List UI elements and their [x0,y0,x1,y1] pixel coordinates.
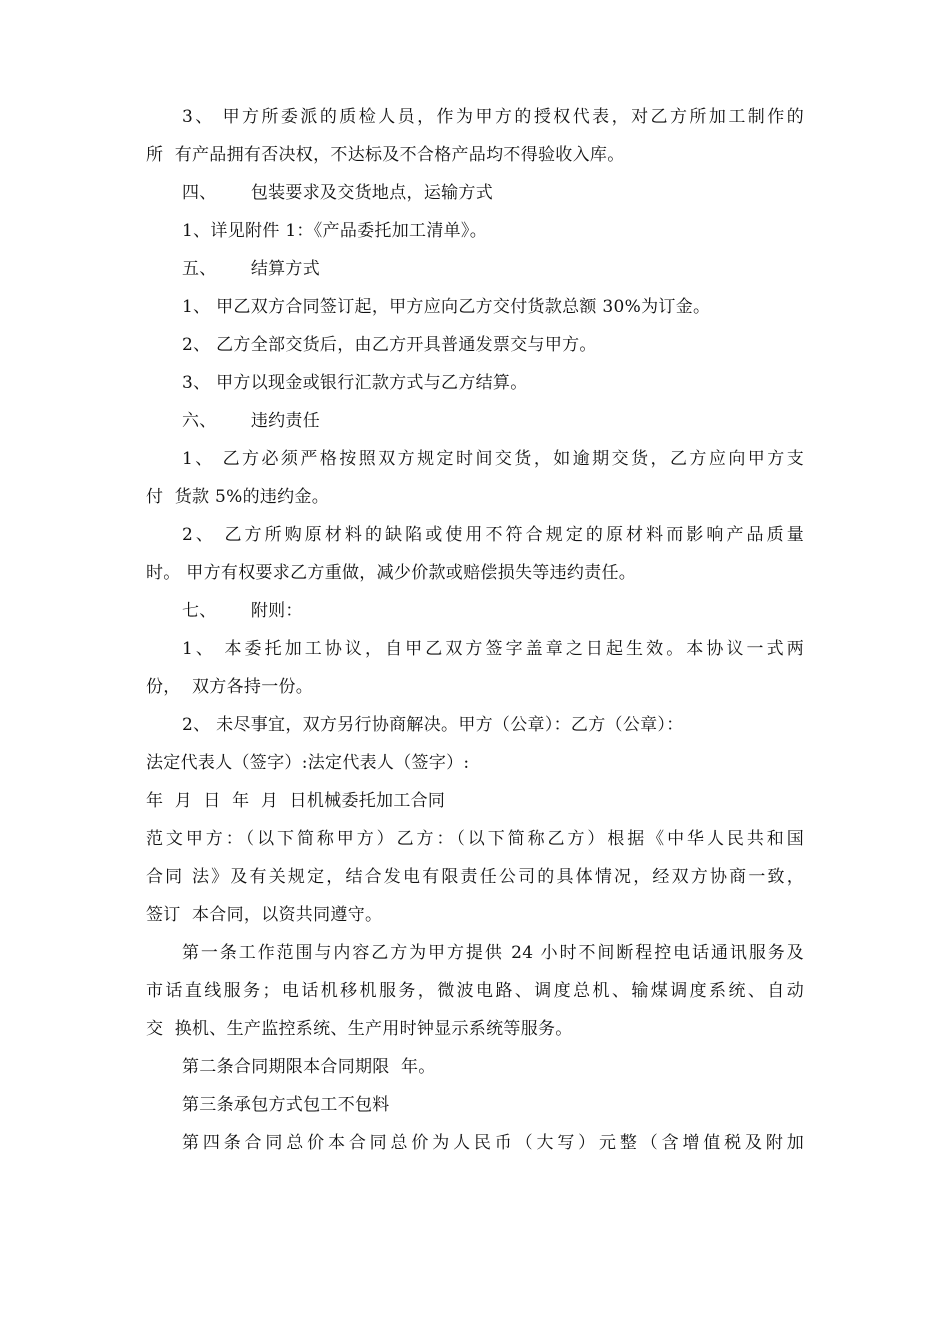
paragraph-line: 第三条承包方式包工不包料 [182,1095,390,1115]
paragraph-line: 合同 法》及有关规定，结合发电有限责任公司的具体情况，经双方协商一致， [146,867,804,887]
paragraph-line: 交 换机、生产监控系统、生产用时钟显示系统等服务。 [146,1019,573,1039]
paragraph-line: 范文甲方：（以下简称甲方）乙方：（以下简称乙方）根据《中华人民共和国 [146,829,804,849]
section-heading: 四、 包装要求及交货地点，运输方式 [182,183,494,203]
section-heading: 六、 违约责任 [182,411,321,431]
paragraph-line: 法定代表人（签字）:法定代表人（签字）: [146,753,470,773]
paragraph-line: 市话直线服务；电话机移机服务，微波电路、调度总机、输煤调度系统、自动 [146,981,804,1001]
paragraph-line: 2、 乙方所购原材料的缺陷或使用不符合规定的原材料而影响产品质量 [182,525,804,545]
section-heading: 五、 结算方式 [182,259,321,279]
paragraph-line: 份， 双方各持一份。 [146,677,314,697]
paragraph-line: 年 月 日 年 月 日机械委托加工合同 [146,791,446,811]
paragraph-line: 1、 乙方必须严格按照双方规定时间交货，如逾期交货，乙方应向甲方支 [182,449,804,469]
paragraph-line: 时。 甲方有权要求乙方重做，减少价款或赔偿损失等违约责任。 [146,563,637,583]
paragraph-line: 3、 甲方以现金或银行汇款方式与乙方结算。 [182,373,528,393]
paragraph-line: 2、 乙方全部交货后，由乙方开具普通发票交与甲方。 [182,335,597,355]
paragraph-line: 1、 甲乙双方合同签订起，甲方应向乙方交付货款总额 30%为订金。 [182,297,711,317]
paragraph-line: 第二条合同期限本合同期限 年。 [182,1057,436,1077]
paragraph-line: 第四条合同总价本合同总价为人民币（大写）元整（含增值税及附加 [182,1133,804,1153]
paragraph-line: 3、 甲方所委派的质检人员，作为甲方的授权代表，对乙方所加工制作的 [182,107,804,127]
paragraph-line: 付 货款 5%的违约金。 [146,487,330,507]
paragraph-line: 第一条工作范围与内容乙方为甲方提供 24 小时不间断程控电话通讯服务及 [182,943,804,963]
paragraph-line: 1、 本委托加工协议，自甲乙双方签字盖章之日起生效。本协议一式两 [182,639,804,659]
paragraph-line: 2、 未尽事宜，双方另行协商解决。甲方（公章）：乙方（公章）： [182,715,684,735]
paragraph-line: 签订 本合同，以资共同遵守。 [146,905,383,925]
section-heading: 七、 附则： [182,601,303,621]
paragraph-line: 1、详见附件 1：《产品委托加工清单》。 [182,221,488,241]
paragraph-line: 所 有产品拥有否决权，不达标及不合格产品均不得验收入库。 [146,145,625,165]
